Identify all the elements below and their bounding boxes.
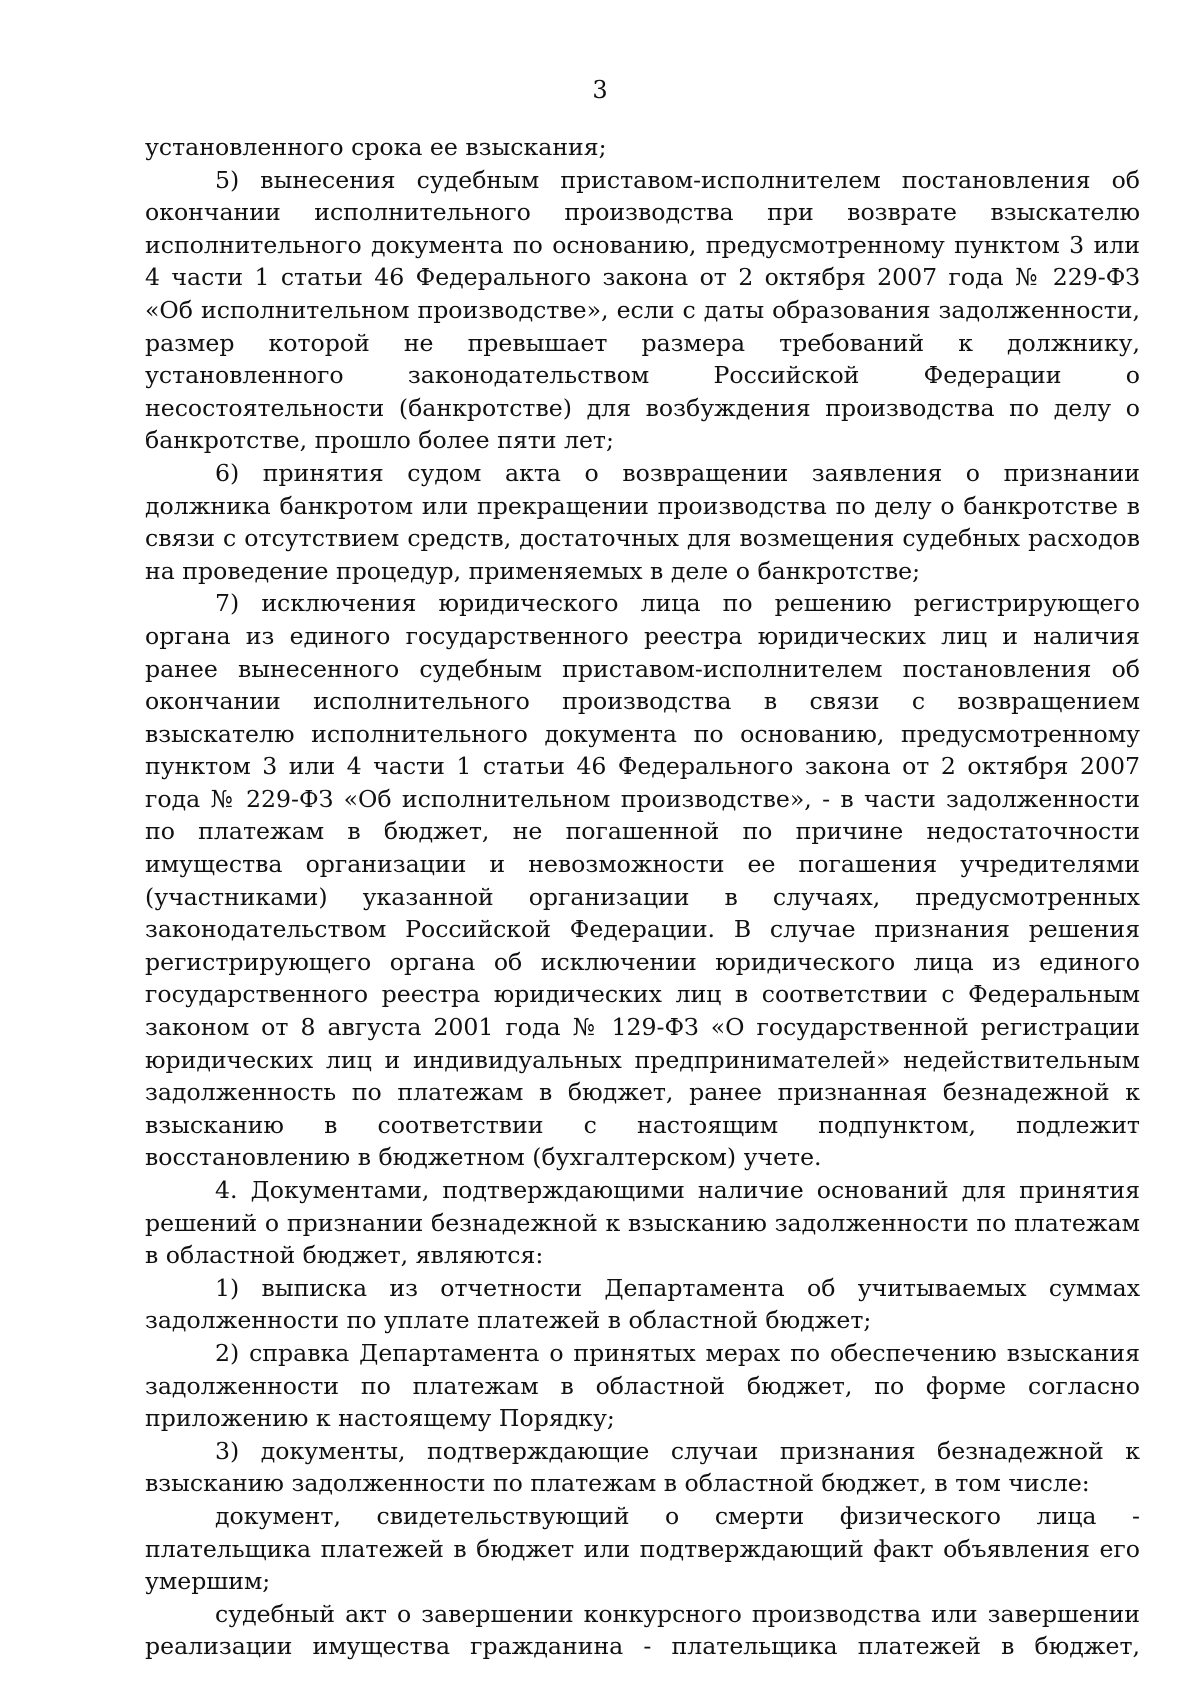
paragraph-item-5: 5) вынесения судебным приставом-исполнителем постановления об окончании исполнительного производства при возврате взыскателю исполнительного документа по основанию, предусмотренному пунктом 3 или 4 части 1 статьи 46 Федерального закона от 2 октября 2007 года № 229-ФЗ «Об исполнительном производстве», если с даты образования задолженности, размер которой не превышает размера требований к должнику, установленного законодательством Российской Федерации о несостоятельности (банкротстве) для возбуждения производства по делу о банкротстве, прошло более пяти лет;	[145, 165, 1140, 455]
document-body	[145, 131, 1140, 1663]
page-number: 3	[592, 76, 608, 104]
paragraph-item-7: 7) исключения юридического лица по решению регистрирующего органа из единого государственного реестра юридических лиц и наличия ранее вынесенного судебным приставом-исполнителем постановления об окончании исполнительного производства в связи с возвращением взыскателю исполнительного документа по основанию, предусмотренному пунктом 3 или 4 части 1 статьи 46 Федерального закона от 2 октября 2007 года № 229-ФЗ «Об исполнительном производстве», - в части задолженности по платежам в бюджет, не погашенной по причине недостаточности имущества организации и невозможности ее погашения учредителями (участниками) указанной организации в случаях, предусмотренных законодательством Российской Федерации. В случае признания решения регистрирующего органа об исключении юридического лица из единого государственного реестра юридических лиц в соответствии с Федеральным законом от 8 августа 2001 года № 129-ФЗ «О государственной регистрации юридических лиц и индивидуальных предпринимателей» недействительным задолженность по платежам в бюджет, ранее признанная безнадежной к взысканию в соответствии с настоящим подпунктом, подлежит восстановлению в бюджетном (бухгалтерском) учете.	[145, 589, 1140, 1172]
paragraph-section-4: 4. Документами, подтверждающими наличие оснований для принятия решений о признании безнадежной к взысканию задолженности по платежам в областной бюджет, являются:	[145, 1176, 1140, 1270]
paragraph-item-6: 6) принятия судом акта о возвращении заявления о признании должника банкротом или прекращении производства по делу о банкротстве в связи с отсутствием средств, достаточных для возмещения судебных расходов на проведение процедур, применяемых в деле о банкротстве;	[145, 458, 1140, 585]
paragraph-doc-1: 1) выписка из отчетности Департамента об учитываемых суммах задолженности по уплате платежей в областной бюджет;	[145, 1273, 1140, 1335]
paragraph-death-certificate: документ, свидетельствующий о смерти физического лица - плательщика платежей в бюджет или подтверждающий факт объявления его умершим;	[145, 1501, 1140, 1596]
paragraph-doc-2: 2) справка Департамента о принятых мерах по обеспечению взыскания задолженности по платежам в областной бюджет, по форме согласно приложению к настоящему Порядку;	[145, 1338, 1140, 1433]
paragraph-continuation: установленного срока ее взыскания;	[145, 133, 607, 161]
paragraph-doc-3: 3) документы, подтверждающие случаи признания безнадежной к взысканию задолженности по платежам в областной бюджет, в том числе:	[145, 1436, 1140, 1498]
paragraph-court-act: судебный акт о завершении конкурсного производства или завершении реализации имущества гражданина - плательщика платежей в бюджет,	[145, 1599, 1140, 1661]
